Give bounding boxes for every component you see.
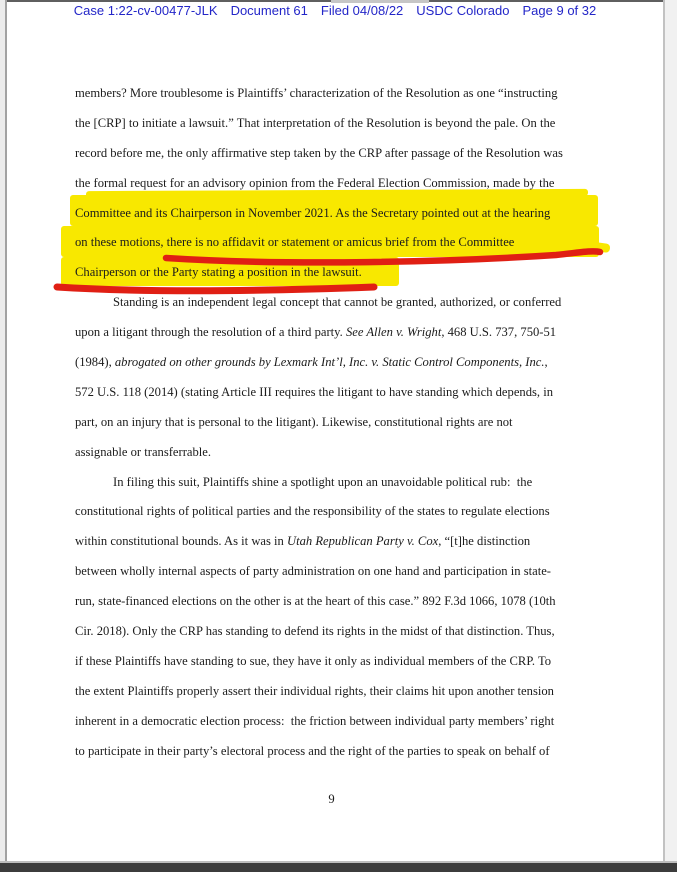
text-segment: In filing this suit, Plaintiffs shine a spotlight upon an unavoidable political rub: the: [113, 474, 533, 489]
header-page-count: Page 9 of 32: [522, 3, 597, 18]
page-edge-right-outer: [665, 0, 677, 863]
text-line: [75, 378, 635, 408]
text-segment: between wholly internal aspects of party administration on one hand and participation in state-: [75, 564, 551, 579]
text-line: [75, 348, 635, 378]
text-line: [75, 318, 635, 348]
text-segment: 572 U.S. 118 (2014) (stating Article III requires the litigant to have standing which depends, in: [75, 384, 553, 399]
text-line: [75, 468, 635, 498]
text-segment: Standing is an independent legal concept that cannot be granted, authorized, or conferred: [113, 295, 562, 310]
text-line: [75, 617, 635, 647]
text-segment: Chairperson or the Party stating a position in the lawsuit.: [75, 265, 362, 280]
text-line: [75, 677, 635, 707]
text-segment: Committee and its Chairperson in November 2021. As the Secretary pointed out at the hearing: [75, 205, 551, 220]
window-bottom-bar: [0, 863, 677, 872]
text-line: [75, 707, 635, 737]
text-segment: Cir. 2018). Only the CRP has standing to defend its rights in the midst of that distinction. Thus,: [75, 624, 555, 639]
text-segment: (1984),: [75, 355, 115, 370]
text-segment: , “[t]he distinction: [438, 534, 531, 549]
text-segment: the extent Plaintiffs properly assert their individual rights, their claims hit upon another tension: [75, 683, 554, 698]
text-segment: , 468 U.S. 737, 750-51: [441, 325, 557, 340]
text-line-highlighted: [75, 258, 635, 288]
citation-italic: abrogated on other grounds by Lexmark Int’l, Inc. v. Static Control Components, Inc.: [114, 355, 545, 370]
text-segment: part, on an injury that is personal to the litigant). Likewise, constitutional rights are not: [75, 414, 513, 429]
text-line: [75, 109, 635, 139]
text-segment: to participate in their party’s electoral process and the right of the parties to speak on behalf of: [75, 743, 550, 758]
text-segment: inherent in a democratic election process: the friction between individual party members’ right: [75, 713, 555, 728]
text-segment: upon a litigant through the resolution of a third party.: [75, 325, 346, 340]
document-body: [75, 79, 635, 766]
text-line: [75, 587, 635, 617]
text-line-highlighted: [75, 228, 635, 258]
header-document-number: Document 61: [230, 3, 308, 18]
citation-italic: See Allen v. Wright: [345, 325, 442, 340]
text-line: [75, 647, 635, 677]
text-line: [75, 408, 635, 438]
text-segment: on these motions, there is no affidavit or statement or amicus brief from the Committee: [75, 235, 515, 250]
text-segment: assignable or transferrable.: [75, 444, 212, 459]
text-segment: constitutional rights of political parties and the responsibility of the states to regulate elections: [75, 504, 550, 519]
citation-italic: Utah Republican Party v. Cox: [287, 534, 439, 549]
page-number: 9: [328, 792, 335, 806]
text-line: [75, 737, 635, 767]
text-line: [75, 79, 635, 109]
text-line: [75, 288, 635, 318]
header-court: USDC Colorado: [416, 3, 510, 18]
text-segment: members? More troublesome is Plaintiffs’ characterization of the Resolution as one “instructing: [75, 86, 558, 100]
text-segment: run, state-financed elections on the other is at the heart of this case.” 892 F.3d 1066, 1078 (10th: [75, 594, 556, 609]
header-case-number: Case 1:22-cv-00477-JLK: [73, 3, 218, 18]
text-segment: ,: [544, 355, 548, 370]
page-edge-left-line: [5, 0, 7, 863]
text-segment: record before me, the only affirmative step taken by the CRP after passage of the Resolution was: [75, 145, 563, 160]
case-header: [7, 3, 663, 18]
text-line-highlighted: [75, 199, 635, 229]
text-line: [75, 497, 635, 527]
text-line: [75, 139, 635, 169]
text-segment: within constitutional bounds. As it was in: [75, 534, 287, 549]
text-line: [75, 169, 635, 199]
text-segment: if these Plaintiffs have standing to sue, they have it only as individual members of the CRP. To: [75, 653, 552, 668]
text-line: [75, 527, 635, 557]
text-line: [75, 557, 635, 587]
text-segment: the [CRP] to initiate a lawsuit.” That interpretation of the Resolution is beyond the pale. On the: [75, 115, 556, 130]
text-line: [75, 438, 635, 468]
header-filed-date: Filed 04/08/22: [320, 3, 404, 18]
text-segment: the formal request for an advisory opinion from the Federal Election Commission, made by the: [75, 175, 555, 190]
